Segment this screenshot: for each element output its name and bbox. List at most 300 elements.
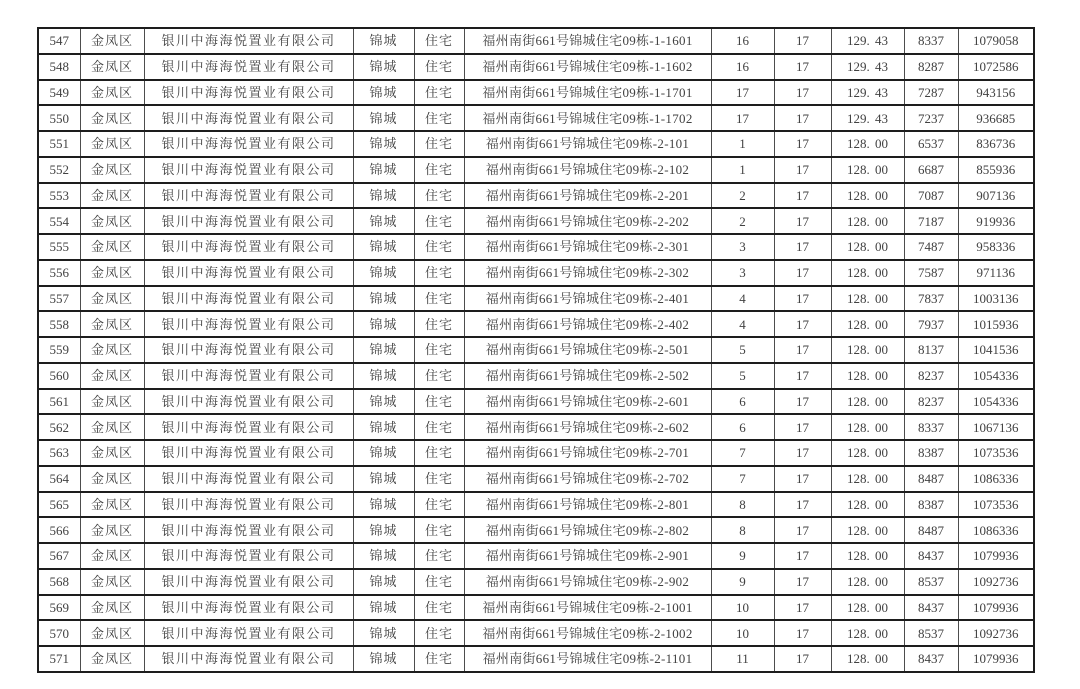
cell-total-floors: 17: [774, 414, 831, 440]
cell-area: 128. 00: [831, 543, 904, 569]
cell-total-floors: 17: [774, 595, 831, 621]
cell-project: 锦城: [353, 234, 414, 260]
cell-company: 银川中海海悦置业有限公司: [144, 337, 353, 363]
cell-total-floors: 17: [774, 234, 831, 260]
cell-district: 金凤区: [80, 543, 144, 569]
cell-company: 银川中海海悦置业有限公司: [144, 54, 353, 80]
cell-type: 住宅: [414, 466, 464, 492]
cell-unit-price: 8437: [904, 646, 958, 672]
cell-total-price: 1072586: [958, 54, 1034, 80]
cell-area: 129. 43: [831, 105, 904, 131]
cell-company: 银川中海海悦置业有限公司: [144, 105, 353, 131]
cell-unit-price: 7087: [904, 183, 958, 209]
cell-address: 福州南街661号锦城住宅09栋-2-602: [464, 414, 711, 440]
table-row: [38, 363, 1034, 389]
cell-address: 福州南街661号锦城住宅09栋-2-302: [464, 260, 711, 286]
cell-seq: 562: [38, 414, 80, 440]
cell-floor: 10: [711, 620, 774, 646]
cell-seq: 568: [38, 569, 80, 595]
cell-project: 锦城: [353, 414, 414, 440]
cell-total-price: 1073536: [958, 492, 1034, 518]
table-row: [38, 311, 1034, 337]
cell-unit-price: 7587: [904, 260, 958, 286]
cell-total-price: 1079936: [958, 646, 1034, 672]
cell-company: 银川中海海悦置业有限公司: [144, 569, 353, 595]
cell-area: 128. 00: [831, 337, 904, 363]
cell-address: 福州南街661号锦城住宅09栋-1-1601: [464, 28, 711, 54]
cell-address: 福州南街661号锦城住宅09栋-2-1001: [464, 595, 711, 621]
cell-area: 128. 00: [831, 620, 904, 646]
cell-area: 129. 43: [831, 80, 904, 106]
cell-seq: 569: [38, 595, 80, 621]
cell-project: 锦城: [353, 337, 414, 363]
cell-floor: 10: [711, 595, 774, 621]
cell-area: 128. 00: [831, 389, 904, 415]
cell-seq: 566: [38, 517, 80, 543]
cell-floor: 5: [711, 337, 774, 363]
cell-total-floors: 17: [774, 543, 831, 569]
cell-unit-price: 8137: [904, 337, 958, 363]
cell-project: 锦城: [353, 260, 414, 286]
cell-address: 福州南街661号锦城住宅09栋-2-402: [464, 311, 711, 337]
cell-total-price: 1079936: [958, 595, 1034, 621]
cell-seq: 565: [38, 492, 80, 518]
cell-floor: 2: [711, 183, 774, 209]
cell-type: 住宅: [414, 569, 464, 595]
cell-type: 住宅: [414, 260, 464, 286]
cell-seq: 561: [38, 389, 80, 415]
cell-project: 锦城: [353, 208, 414, 234]
cell-type: 住宅: [414, 80, 464, 106]
cell-seq: 554: [38, 208, 80, 234]
cell-total-price: 936685: [958, 105, 1034, 131]
cell-seq: 552: [38, 157, 80, 183]
cell-district: 金凤区: [80, 337, 144, 363]
cell-company: 银川中海海悦置业有限公司: [144, 260, 353, 286]
cell-total-floors: 17: [774, 620, 831, 646]
cell-project: 锦城: [353, 543, 414, 569]
table-row: [38, 131, 1034, 157]
cell-floor: 17: [711, 105, 774, 131]
cell-district: 金凤区: [80, 105, 144, 131]
cell-total-price: 971136: [958, 260, 1034, 286]
cell-seq: 560: [38, 363, 80, 389]
cell-total-price: 1054336: [958, 363, 1034, 389]
cell-district: 金凤区: [80, 620, 144, 646]
cell-type: 住宅: [414, 105, 464, 131]
cell-project: 锦城: [353, 646, 414, 672]
table-row: [38, 286, 1034, 312]
cell-type: 住宅: [414, 389, 464, 415]
cell-unit-price: 6537: [904, 131, 958, 157]
cell-address: 福州南街661号锦城住宅09栋-2-101: [464, 131, 711, 157]
cell-company: 银川中海海悦置业有限公司: [144, 80, 353, 106]
cell-type: 住宅: [414, 286, 464, 312]
cell-floor: 17: [711, 80, 774, 106]
cell-district: 金凤区: [80, 80, 144, 106]
cell-address: 福州南街661号锦城住宅09栋-2-801: [464, 492, 711, 518]
cell-total-price: 1079936: [958, 543, 1034, 569]
table-row: [38, 414, 1034, 440]
cell-floor: 4: [711, 286, 774, 312]
cell-unit-price: 8537: [904, 620, 958, 646]
cell-project: 锦城: [353, 131, 414, 157]
cell-unit-price: 8237: [904, 363, 958, 389]
cell-area: 128. 00: [831, 440, 904, 466]
cell-district: 金凤区: [80, 54, 144, 80]
cell-seq: 550: [38, 105, 80, 131]
cell-unit-price: 8237: [904, 389, 958, 415]
cell-company: 银川中海海悦置业有限公司: [144, 389, 353, 415]
cell-company: 银川中海海悦置业有限公司: [144, 543, 353, 569]
cell-floor: 1: [711, 131, 774, 157]
cell-company: 银川中海海悦置业有限公司: [144, 492, 353, 518]
cell-floor: 4: [711, 311, 774, 337]
table-row: [38, 105, 1034, 131]
cell-project: 锦城: [353, 595, 414, 621]
cell-unit-price: 8287: [904, 54, 958, 80]
cell-total-floors: 17: [774, 646, 831, 672]
table-row: [38, 440, 1034, 466]
cell-company: 银川中海海悦置业有限公司: [144, 131, 353, 157]
cell-project: 锦城: [353, 492, 414, 518]
cell-area: 128. 00: [831, 286, 904, 312]
cell-floor: 2: [711, 208, 774, 234]
cell-seq: 567: [38, 543, 80, 569]
cell-seq: 549: [38, 80, 80, 106]
cell-address: 福州南街661号锦城住宅09栋-2-601: [464, 389, 711, 415]
table-row: [38, 517, 1034, 543]
cell-total-floors: 17: [774, 131, 831, 157]
table-row: [38, 492, 1034, 518]
cell-address: 福州南街661号锦城住宅09栋-2-701: [464, 440, 711, 466]
cell-address: 福州南街661号锦城住宅09栋-2-901: [464, 543, 711, 569]
cell-unit-price: 6687: [904, 157, 958, 183]
cell-total-floors: 17: [774, 311, 831, 337]
cell-total-floors: 17: [774, 28, 831, 54]
cell-floor: 6: [711, 389, 774, 415]
cell-total-price: 1041536: [958, 337, 1034, 363]
cell-seq: 553: [38, 183, 80, 209]
cell-total-floors: 17: [774, 105, 831, 131]
cell-project: 锦城: [353, 517, 414, 543]
cell-floor: 7: [711, 440, 774, 466]
cell-total-price: 1054336: [958, 389, 1034, 415]
cell-project: 锦城: [353, 389, 414, 415]
cell-type: 住宅: [414, 311, 464, 337]
cell-floor: 6: [711, 414, 774, 440]
cell-area: 129. 43: [831, 28, 904, 54]
cell-district: 金凤区: [80, 234, 144, 260]
cell-district: 金凤区: [80, 260, 144, 286]
cell-type: 住宅: [414, 646, 464, 672]
cell-address: 福州南街661号锦城住宅09栋-2-102: [464, 157, 711, 183]
cell-project: 锦城: [353, 183, 414, 209]
cell-unit-price: 8337: [904, 414, 958, 440]
cell-total-price: 943156: [958, 80, 1034, 106]
cell-seq: 559: [38, 337, 80, 363]
cell-total-price: 836736: [958, 131, 1034, 157]
table-row: [38, 208, 1034, 234]
cell-district: 金凤区: [80, 466, 144, 492]
cell-total-price: 1067136: [958, 414, 1034, 440]
cell-address: 福州南街661号锦城住宅09栋-1-1701: [464, 80, 711, 106]
table-row: [38, 234, 1034, 260]
table-body: [38, 28, 1034, 672]
cell-company: 银川中海海悦置业有限公司: [144, 646, 353, 672]
cell-company: 银川中海海悦置业有限公司: [144, 517, 353, 543]
cell-unit-price: 8537: [904, 569, 958, 595]
cell-type: 住宅: [414, 440, 464, 466]
cell-total-floors: 17: [774, 389, 831, 415]
cell-floor: 8: [711, 517, 774, 543]
cell-address: 福州南街661号锦城住宅09栋-1-1602: [464, 54, 711, 80]
cell-total-price: 855936: [958, 157, 1034, 183]
cell-district: 金凤区: [80, 28, 144, 54]
cell-unit-price: 8487: [904, 517, 958, 543]
cell-address: 福州南街661号锦城住宅09栋-1-1702: [464, 105, 711, 131]
table-row: [38, 466, 1034, 492]
cell-total-price: 1092736: [958, 620, 1034, 646]
cell-project: 锦城: [353, 80, 414, 106]
cell-seq: 564: [38, 466, 80, 492]
cell-company: 银川中海海悦置业有限公司: [144, 311, 353, 337]
cell-district: 金凤区: [80, 311, 144, 337]
cell-type: 住宅: [414, 517, 464, 543]
cell-seq: 571: [38, 646, 80, 672]
cell-floor: 1: [711, 157, 774, 183]
cell-project: 锦城: [353, 440, 414, 466]
cell-unit-price: 7487: [904, 234, 958, 260]
cell-district: 金凤区: [80, 363, 144, 389]
cell-project: 锦城: [353, 311, 414, 337]
table-row: [38, 620, 1034, 646]
cell-total-price: 958336: [958, 234, 1034, 260]
cell-district: 金凤区: [80, 131, 144, 157]
cell-company: 银川中海海悦置业有限公司: [144, 28, 353, 54]
cell-type: 住宅: [414, 595, 464, 621]
cell-floor: 3: [711, 234, 774, 260]
cell-company: 银川中海海悦置业有限公司: [144, 414, 353, 440]
cell-seq: 547: [38, 28, 80, 54]
cell-type: 住宅: [414, 54, 464, 80]
table-row: [38, 337, 1034, 363]
cell-unit-price: 8487: [904, 466, 958, 492]
cell-address: 福州南街661号锦城住宅09栋-2-201: [464, 183, 711, 209]
cell-area: 128. 00: [831, 595, 904, 621]
cell-total-floors: 17: [774, 157, 831, 183]
cell-type: 住宅: [414, 492, 464, 518]
cell-unit-price: 8437: [904, 595, 958, 621]
cell-seq: 563: [38, 440, 80, 466]
cell-unit-price: 7187: [904, 208, 958, 234]
table-row: [38, 389, 1034, 415]
cell-address: 福州南街661号锦城住宅09栋-2-301: [464, 234, 711, 260]
cell-floor: 11: [711, 646, 774, 672]
cell-district: 金凤区: [80, 595, 144, 621]
table-row: [38, 157, 1034, 183]
cell-project: 锦城: [353, 569, 414, 595]
cell-floor: 9: [711, 543, 774, 569]
cell-area: 128. 00: [831, 260, 904, 286]
cell-project: 锦城: [353, 157, 414, 183]
cell-district: 金凤区: [80, 286, 144, 312]
cell-seq: 557: [38, 286, 80, 312]
cell-type: 住宅: [414, 363, 464, 389]
cell-unit-price: 8337: [904, 28, 958, 54]
cell-total-floors: 17: [774, 492, 831, 518]
cell-district: 金凤区: [80, 183, 144, 209]
cell-area: 128. 00: [831, 363, 904, 389]
cell-address: 福州南街661号锦城住宅09栋-2-1101: [464, 646, 711, 672]
cell-company: 银川中海海悦置业有限公司: [144, 595, 353, 621]
cell-area: 128. 00: [831, 208, 904, 234]
cell-total-floors: 17: [774, 337, 831, 363]
cell-type: 住宅: [414, 543, 464, 569]
cell-district: 金凤区: [80, 440, 144, 466]
cell-total-price: 1003136: [958, 286, 1034, 312]
cell-total-floors: 17: [774, 517, 831, 543]
cell-project: 锦城: [353, 28, 414, 54]
cell-seq: 548: [38, 54, 80, 80]
cell-floor: 3: [711, 260, 774, 286]
cell-area: 128. 00: [831, 569, 904, 595]
cell-address: 福州南街661号锦城住宅09栋-2-401: [464, 286, 711, 312]
table-row: [38, 569, 1034, 595]
cell-type: 住宅: [414, 28, 464, 54]
cell-address: 福州南街661号锦城住宅09栋-2-202: [464, 208, 711, 234]
cell-district: 金凤区: [80, 517, 144, 543]
cell-company: 银川中海海悦置业有限公司: [144, 234, 353, 260]
cell-company: 银川中海海悦置业有限公司: [144, 183, 353, 209]
cell-area: 128. 00: [831, 492, 904, 518]
cell-type: 住宅: [414, 337, 464, 363]
cell-unit-price: 8387: [904, 440, 958, 466]
cell-area: 128. 00: [831, 183, 904, 209]
cell-company: 银川中海海悦置业有限公司: [144, 363, 353, 389]
cell-total-price: 1086336: [958, 466, 1034, 492]
cell-project: 锦城: [353, 620, 414, 646]
cell-total-price: 1073536: [958, 440, 1034, 466]
cell-total-floors: 17: [774, 569, 831, 595]
cell-type: 住宅: [414, 208, 464, 234]
cell-floor: 16: [711, 54, 774, 80]
cell-area: 128. 00: [831, 646, 904, 672]
table-row: [38, 28, 1034, 54]
cell-company: 银川中海海悦置业有限公司: [144, 208, 353, 234]
cell-district: 金凤区: [80, 646, 144, 672]
cell-address: 福州南街661号锦城住宅09栋-2-802: [464, 517, 711, 543]
cell-company: 银川中海海悦置业有限公司: [144, 620, 353, 646]
cell-company: 银川中海海悦置业有限公司: [144, 440, 353, 466]
table-row: [38, 595, 1034, 621]
cell-address: 福州南街661号锦城住宅09栋-2-702: [464, 466, 711, 492]
cell-area: 128. 00: [831, 311, 904, 337]
cell-total-floors: 17: [774, 208, 831, 234]
cell-area: 129. 43: [831, 54, 904, 80]
cell-total-floors: 17: [774, 183, 831, 209]
cell-total-floors: 17: [774, 260, 831, 286]
cell-unit-price: 7237: [904, 105, 958, 131]
cell-total-floors: 17: [774, 440, 831, 466]
table-row: [38, 183, 1034, 209]
cell-project: 锦城: [353, 363, 414, 389]
cell-seq: 558: [38, 311, 80, 337]
cell-type: 住宅: [414, 131, 464, 157]
cell-area: 128. 00: [831, 157, 904, 183]
cell-project: 锦城: [353, 466, 414, 492]
cell-type: 住宅: [414, 183, 464, 209]
cell-unit-price: 7837: [904, 286, 958, 312]
cell-type: 住宅: [414, 234, 464, 260]
cell-district: 金凤区: [80, 208, 144, 234]
table-row: [38, 54, 1034, 80]
cell-company: 银川中海海悦置业有限公司: [144, 466, 353, 492]
cell-area: 128. 00: [831, 466, 904, 492]
cell-company: 银川中海海悦置业有限公司: [144, 286, 353, 312]
cell-seq: 570: [38, 620, 80, 646]
cell-seq: 555: [38, 234, 80, 260]
cell-type: 住宅: [414, 620, 464, 646]
cell-district: 金凤区: [80, 492, 144, 518]
cell-seq: 551: [38, 131, 80, 157]
table-row: [38, 260, 1034, 286]
cell-floor: 5: [711, 363, 774, 389]
table-row: [38, 80, 1034, 106]
cell-district: 金凤区: [80, 569, 144, 595]
cell-company: 银川中海海悦置业有限公司: [144, 157, 353, 183]
cell-total-price: 1015936: [958, 311, 1034, 337]
cell-type: 住宅: [414, 414, 464, 440]
cell-address: 福州南街661号锦城住宅09栋-2-502: [464, 363, 711, 389]
cell-unit-price: 8387: [904, 492, 958, 518]
table-row: [38, 543, 1034, 569]
cell-total-floors: 17: [774, 80, 831, 106]
cell-floor: 9: [711, 569, 774, 595]
cell-area: 128. 00: [831, 131, 904, 157]
cell-district: 金凤区: [80, 389, 144, 415]
cell-project: 锦城: [353, 105, 414, 131]
cell-total-price: 907136: [958, 183, 1034, 209]
cell-address: 福州南街661号锦城住宅09栋-2-1002: [464, 620, 711, 646]
cell-unit-price: 8437: [904, 543, 958, 569]
cell-total-floors: 17: [774, 363, 831, 389]
cell-floor: 16: [711, 28, 774, 54]
cell-total-price: 1079058: [958, 28, 1034, 54]
housing-listing-table: [37, 27, 1035, 673]
cell-address: 福州南街661号锦城住宅09栋-2-501: [464, 337, 711, 363]
cell-address: 福州南街661号锦城住宅09栋-2-902: [464, 569, 711, 595]
cell-total-price: 919936: [958, 208, 1034, 234]
cell-project: 锦城: [353, 54, 414, 80]
cell-total-floors: 17: [774, 286, 831, 312]
cell-floor: 8: [711, 492, 774, 518]
cell-district: 金凤区: [80, 414, 144, 440]
table-row: [38, 646, 1034, 672]
cell-area: 128. 00: [831, 234, 904, 260]
cell-floor: 7: [711, 466, 774, 492]
cell-total-floors: 17: [774, 466, 831, 492]
cell-type: 住宅: [414, 157, 464, 183]
cell-area: 128. 00: [831, 517, 904, 543]
cell-district: 金凤区: [80, 157, 144, 183]
cell-seq: 556: [38, 260, 80, 286]
cell-total-price: 1092736: [958, 569, 1034, 595]
cell-unit-price: 7937: [904, 311, 958, 337]
cell-area: 128. 00: [831, 414, 904, 440]
cell-total-price: 1086336: [958, 517, 1034, 543]
cell-unit-price: 7287: [904, 80, 958, 106]
